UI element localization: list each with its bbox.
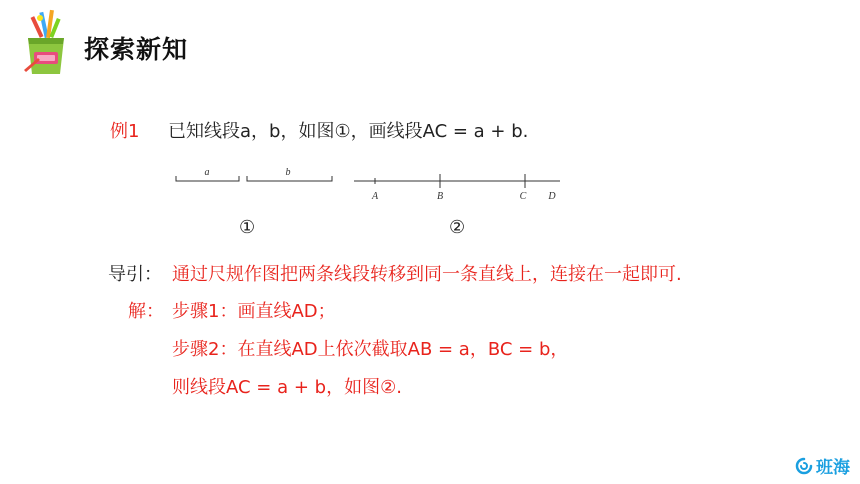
segment-b-label: b: [285, 167, 291, 178]
figure-1-segments: [176, 176, 332, 181]
guide-text: 通过尺规作图把两条线段转移到同一条直线上，连接在一起即可.: [172, 264, 682, 285]
point-c-label: C: [519, 191, 527, 202]
figure-2-caption: ②: [449, 217, 466, 238]
point-b-label: B: [436, 191, 444, 202]
example-text: 已知线段a，b，如图①，画线段AC = a + b.: [168, 121, 529, 142]
section-title: 探索新知: [84, 35, 189, 64]
point-a-label: A: [371, 191, 379, 202]
solution-step-2: 步骤2：在直线AD上依次截取AB = a，BC = b，: [172, 339, 569, 360]
brand-name: 班海: [816, 458, 850, 478]
solution-label: 解：: [128, 301, 164, 322]
brand-swirl-icon: [795, 457, 813, 475]
solution-conclusion: 则线段AC = a + b，如图②.: [172, 377, 402, 398]
segment-a-label: a: [204, 167, 210, 178]
solution-step-1: 步骤1：画直线AD；: [172, 301, 336, 322]
point-d-label: D: [548, 191, 556, 202]
brand-logo: [795, 453, 850, 478]
figure-1-caption: ①: [239, 217, 256, 238]
segment-figures: [170, 160, 570, 205]
pencil-cup-icon: [20, 8, 72, 80]
example-label: 例1: [110, 121, 140, 142]
guide-label: 导引：: [108, 264, 162, 285]
figure-2-line: [354, 174, 560, 188]
